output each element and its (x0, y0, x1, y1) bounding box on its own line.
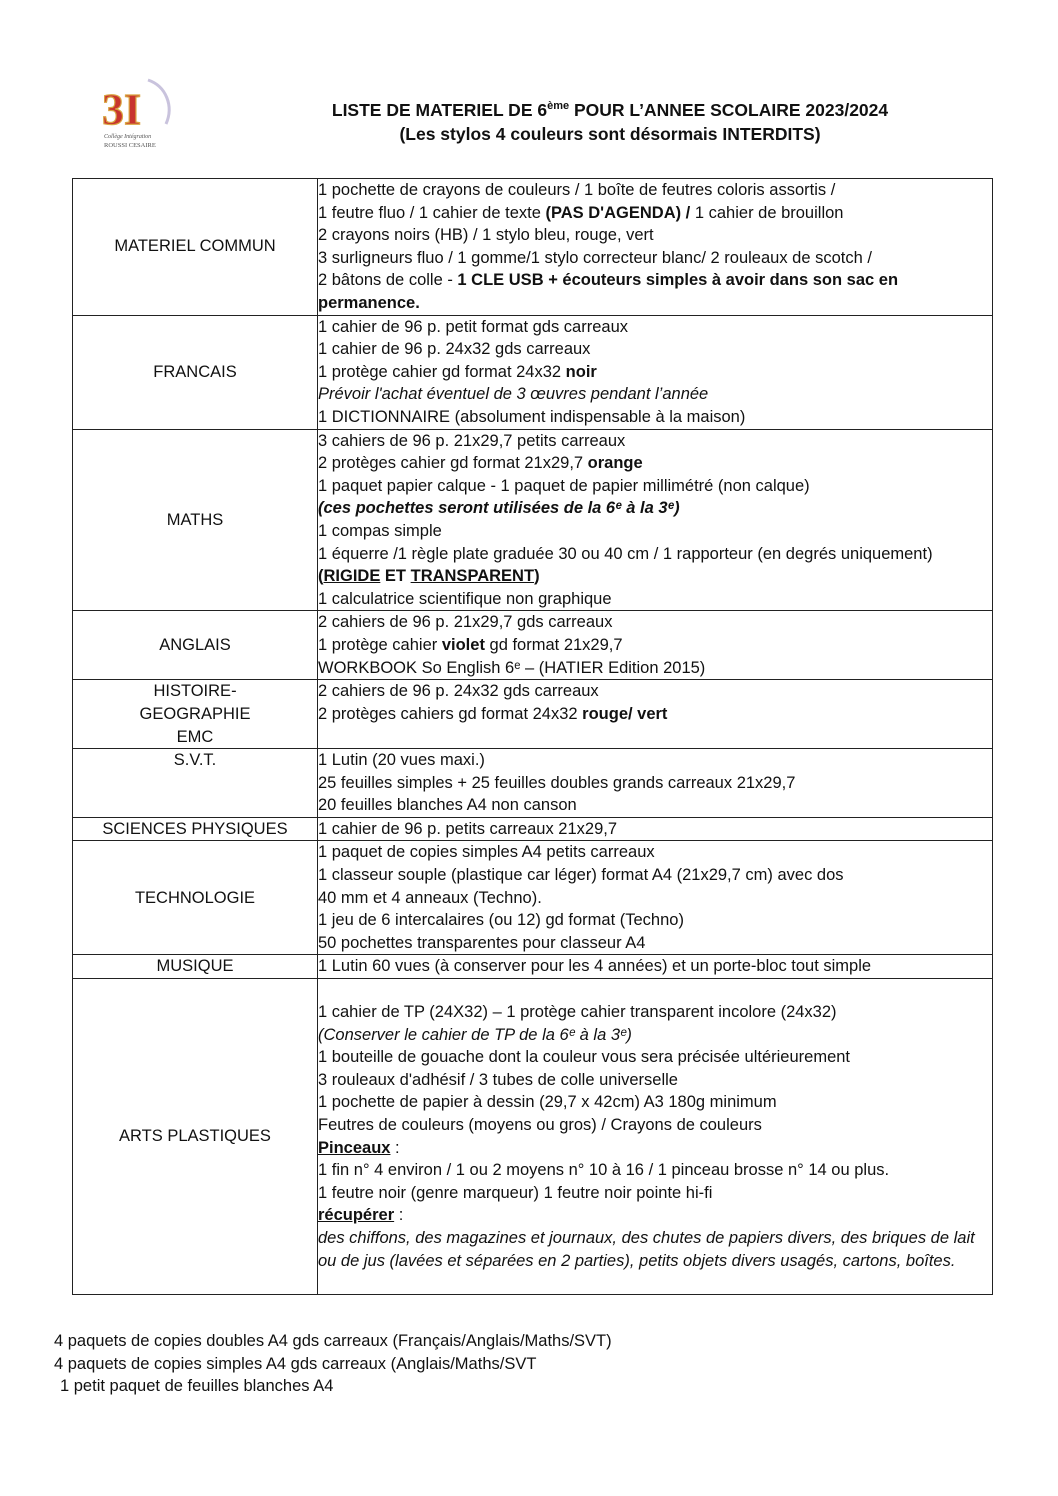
items-cell (318, 611, 993, 680)
item-line: 1 cahier de TP (24X32) – 1 protège cahier transparent incolore (24x32) (318, 1002, 837, 1021)
item-line: 2 bâtons de colle - 1 CLE USB + écouteurs simples à avoir dans son sac en permanence. (318, 271, 899, 312)
logo-text: 3I (102, 85, 142, 134)
item-line: (Conserver le cahier de TP de la 6ᵉ à la 3ᵉ) (318, 1025, 632, 1044)
item-line: 1 feutre fluo / 1 cahier de texte (PAS D'AGENDA) / 1 cahier de brouillon (318, 203, 844, 222)
logo-caption-2: ROUSSI CESAIRE (104, 142, 156, 149)
item-line: 1 équerre /1 règle plate graduée 30 ou 40 cm / 1 rapporteur (en degrés uniquement) (RIGIDE ET TRANSPARENT) (318, 544, 933, 586)
row-materiel-commun (73, 179, 993, 316)
item-line: Prévoir l'achat éventuel de 3 œuvres pendant l’année (318, 385, 709, 404)
item-line: 1 compas simple (318, 521, 442, 540)
items-cell (318, 955, 993, 979)
item-line: 1 DICTIONNAIRE (absolument indispensable à la maison) (318, 407, 746, 426)
item-line: 2 protèges cahiers gd format 24x32 rouge/ vert (318, 704, 668, 723)
item-line: récupérer : (318, 1206, 404, 1225)
item-line: 50 pochettes transparentes pour classeur A4 (318, 933, 646, 952)
subject-cell: ARTS PLASTIQUES (73, 979, 318, 1295)
row-musique (73, 955, 993, 979)
item-line: 1 protège cahier gd format 24x32 noir (318, 362, 597, 381)
item-line: 2 cahiers de 96 p. 24x32 gds carreaux (318, 682, 599, 701)
items-cell (318, 179, 993, 316)
item-line: 1 cahier de 96 p. petits carreaux 21x29,7 (318, 819, 618, 838)
logo-graphic (96, 76, 176, 156)
footer-line: 4 paquets de copies simples A4 gds carreaux (Anglais/Maths/SVT (54, 1354, 537, 1373)
item-line: Pinceaux : (318, 1138, 400, 1157)
subject-cell: SCIENCES PHYSIQUES (73, 817, 318, 841)
item-line: 1 paquet papier calque - 1 paquet de papier millimétré (non calque) (318, 476, 810, 495)
item-line: 1 pochette de crayons de couleurs / 1 boîte de feutres coloris assortis / (318, 181, 836, 199)
row-arts-plastiques (73, 979, 993, 1295)
footer-notes (54, 1330, 612, 1398)
item-line: 1 calculatrice scientifique non graphique (318, 589, 612, 608)
item-line: (ces pochettes seront utilisées de la 6ᵉ à la 3ᵉ) (318, 499, 680, 518)
subject-cell: ANGLAIS (73, 611, 318, 680)
item-line: WORKBOOK So English 6ᵉ – (HATIER Edition 2015) (318, 658, 706, 677)
item-line: 1 classeur souple (plastique car léger) format A4 (21x29,7 cm) avec dos (318, 866, 844, 885)
item-line: 20 feuilles blanches A4 non canson (318, 796, 577, 815)
items-cell (318, 749, 993, 818)
item-line: 1 cahier de 96 p. 24x32 gds carreaux (318, 340, 591, 359)
item-line: 2 crayons noirs (HB) / 1 stylo bleu, rouge, vert (318, 226, 654, 245)
item-line: 1 fin n° 4 environ / 1 ou 2 moyens n° 10 à 16 / 1 pinceau brosse n° 14 ou plus. (318, 1161, 890, 1180)
footer-line: 4 paquets de copies doubles A4 gds carreaux (Français/Anglais/Maths/SVT) (54, 1332, 612, 1350)
item-line: 3 rouleaux d'adhésif / 3 tubes de colle universelle (318, 1070, 678, 1089)
school-logo (96, 76, 176, 156)
footer-line: 1 petit paquet de feuilles blanches A4 (60, 1377, 334, 1395)
subject-cell: TECHNOLOGIE (73, 841, 318, 955)
items-cell (318, 841, 993, 955)
item-line: 1 feutre noir (genre marqueur) 1 feutre noir pointe hi-fi (318, 1183, 713, 1202)
row-technologie (73, 841, 993, 955)
subject-cell: MUSIQUE (73, 955, 318, 979)
item-line: 1 bouteille de gouache dont la couleur vous sera précisée ultérieurement (318, 1048, 851, 1067)
item-line: des chiffons, des magazines et journaux, des chutes de papiers divers, des briques de lait ou de jus (lavées et séparées en 2 parties), petits objets divers usagés, cartons, boîtes. (318, 1228, 975, 1270)
row-anglais (73, 611, 993, 680)
subject-cell: FRANCAIS (73, 315, 318, 429)
item-line: 3 cahiers de 96 p. 21x29,7 petits carreaux (318, 431, 626, 450)
item-line: 1 jeu de 6 intercalaires (ou 12) gd format (Techno) (318, 911, 684, 930)
item-line: 1 pochette de papier à dessin (29,7 x 42cm) A3 180g minimum (318, 1093, 777, 1112)
item-line: 1 cahier de 96 p. petit format gds carreaux (318, 317, 629, 336)
item-line: 2 cahiers de 96 p. 21x29,7 gds carreaux (318, 613, 613, 632)
page-title-block (230, 94, 990, 146)
row-maths (73, 429, 993, 611)
row-histoire-geo (73, 680, 993, 749)
item-line: 1 paquet de copies simples A4 petits carreaux (318, 843, 655, 862)
page-title: LISTE DE MATERIEL DE 6ème POUR L’ANNEE SCOLAIRE 2023/2024 (331, 99, 889, 120)
logo-caption-1: Collège Intégration (104, 134, 152, 140)
subject-cell: MATERIEL COMMUN (73, 179, 318, 316)
item-line: 1 Lutin 60 vues (à conserver pour les 4 années) et un porte-bloc tout simple (318, 957, 872, 976)
item-line: 1 protège cahier violet gd format 21x29,7 (318, 636, 623, 655)
items-cell (318, 315, 993, 429)
subject-cell: HISTOIRE- GEOGRAPHIE EMC (73, 680, 318, 749)
items-cell (318, 429, 993, 611)
item-line: 25 feuilles simples + 25 feuilles doubles grands carreaux 21x29,7 (318, 773, 796, 792)
items-cell (318, 979, 993, 1295)
item-line: 1 Lutin (20 vues maxi.) (318, 751, 485, 770)
row-francais (73, 315, 993, 429)
page-subtitle: (Les stylos 4 couleurs sont désormais INTERDITS) (399, 123, 821, 144)
item-line: 2 protèges cahier gd format 21x29,7 orange (318, 454, 643, 473)
subject-cell: MATHS (73, 429, 318, 611)
item-line: 3 surligneurs fluo / 1 gomme/1 stylo correcteur blanc/ 2 rouleaux de scotch / (318, 248, 872, 267)
subject-cell: S.V.T. (73, 749, 318, 818)
item-line: 40 mm et 4 anneaux (Techno). (318, 888, 542, 907)
row-sciences-physiques (73, 817, 993, 841)
item-line: Feutres de couleurs (moyens ou gros) / Crayons de couleurs (318, 1115, 762, 1134)
row-svt (73, 749, 993, 818)
items-cell (318, 817, 993, 841)
supply-table (72, 178, 993, 1295)
items-cell (318, 680, 993, 749)
